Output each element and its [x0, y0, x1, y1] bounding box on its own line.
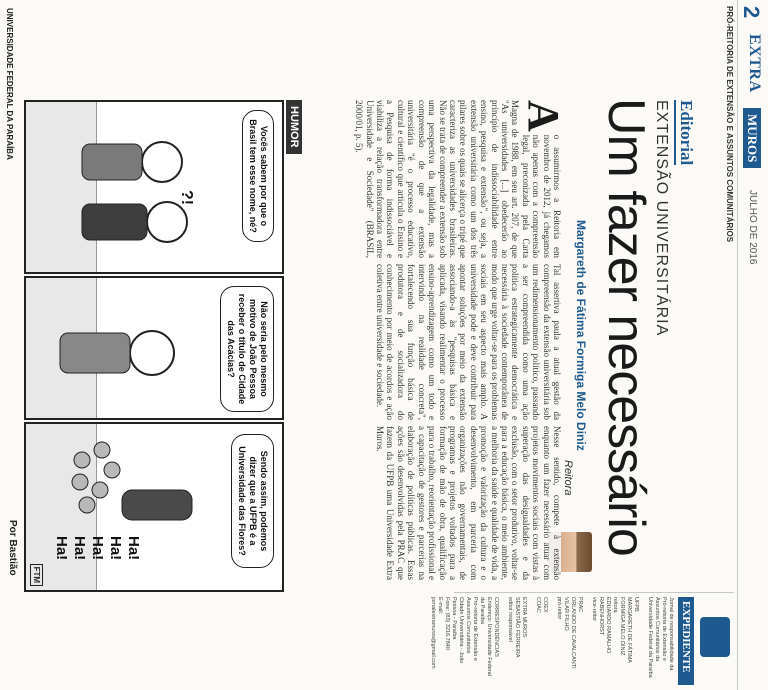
university-crest-icon — [700, 617, 730, 657]
artist-stamp: FTM — [30, 564, 43, 586]
speech-bubble-2: Não seria pelo mesmo motivo de João Pessoa receber o título de Cidade das Acácias? — [220, 286, 274, 412]
section-title: Editorial — [674, 100, 696, 165]
students-illustration — [42, 122, 212, 262]
masthead-extra: EXTRA — [746, 34, 763, 93]
headline: Um fazer necessário — [597, 98, 655, 556]
masthead-muros: MUROS — [743, 108, 761, 168]
article-column-1 — [322, 100, 568, 258]
page-footer — [0, 0, 20, 690]
kicker: EXTENSÃO UNIVERSITÁRIA — [653, 100, 670, 337]
university-name: UNIVERSIDADE FEDERAL DA PARAÍBA — [5, 8, 14, 160]
speech-bubble-3: Sendo assim, podemos dizer que a UFPB é a Universidade das Flores? — [231, 434, 274, 568]
laughter-text: Ha! Ha! Ha! Ha! Ha! — [53, 536, 142, 561]
article-column-3: Nesse sentido, compete à extensão enquanto um fazer necessário atuar com projetos movimentos sociais com vistas à superação das desigualdades e da exclusão, com o setor produtivo, voltar-se para a educação básica, o meio ambiente, a melhoria da saúde e qualidade de vida, a promoção e valorização da cultura e o desenvolvimento, em parceria com organizações não governamentais, de programas e projetos voltados para a formação de mão de obra, qualificação para o trabalho, reorientação profissional e a capacitação de gestores e parcerias na elaboração de políticas públicas. Essas ações são desenvolvidas pela PRAC que fazem da UFPB uma Universidade Extra Muros. — [375, 426, 562, 580]
prorectory-label: PRÓ-REITORIA DE EXTENSÃO E ASSUNTOS COMUNITÁRIOS — [725, 6, 734, 243]
page-header — [737, 0, 768, 690]
comic-strip — [28, 100, 284, 588]
comic-panel-3 — [24, 422, 284, 592]
author-role: Reitora — [562, 460, 574, 496]
article-column-2: Tal assertiva paula a atual gestão da compreensão da extensão universitária sob um redimensionamento político, passando a ser compreendida como uma ação política estrategicamente democrática e necessária à sociedade contemporânea de modo que urge voltar-se para os problemas sociais em seu aspecto mais amplo. A universidade pode e deve contribuir para apontar soluções por meio da extensão associando-a às "pesquisas básica e aplicada, visando realimentar o processo ensino-aprendizagem como um todo e intervindo na realidade concreta", fortalecendo sua função básica de produtora e de socializadora do conhecimento por meio de acordos e ação coletiva entre universidade e sociedade. — [375, 264, 562, 420]
flowers-illustration — [42, 430, 212, 530]
comic-section-label: HUMOR — [286, 100, 302, 154]
student-illustration — [42, 308, 192, 398]
surprise-mark: ?! — [178, 190, 195, 206]
issue-date: JULHO DE 2016 — [747, 190, 758, 265]
comic-panel-1 — [24, 100, 284, 274]
comic-panel-2 — [24, 276, 284, 420]
author-name: Margareth de Fátima Formiga Melo Diniz — [574, 220, 588, 451]
speech-bubble-1: Vocês sabem por que o Brasil tem esse nome, né? — [242, 110, 274, 242]
expediente-title: EXPEDIENTE — [678, 597, 694, 685]
page-number: 2 — [739, 6, 764, 19]
drop-cap: A — [519, 100, 568, 132]
expediente-sidebar — [430, 592, 734, 685]
comic-byline: Por Bastião — [7, 520, 18, 576]
article-text-1: o assumirmos a Reitoria em novembro de 2012, já chegamos não apenas com a compreensão legal, preconizada pela Carta Magna de 1988, em seu art. 207, de que "As universidades [...] obedecerão ao princípio de indissociabilidade entre ensino, pesquisa e extensão", ou seja, a extensão universitária como um dos três pilares sobre os quais se alicerça o tripé que caracteriza as universidades brasileiras. Não se trata de compreender a extensão sob uma perspectiva da legalidade, mas a compreensão de que a extensão universitária "é o processo educativo, cultural e científico que articula o Ensino e a Pesquisa de forma indissociável e viabiliza a relação transformadora entre Universidade e Sociedade" (BRASIL, 2000/01, p. 5). — [354, 100, 562, 258]
expediente-text: Jornal de responsabilidade da Pró-reitoria de Extensão e Assuntos Comunitários da Universidade Federal da Paraíba UFPB MARGARETH DE FÁTIMA FORMIGA MELO DINIZ reitora EDUARDO RAMALHO RABENHORST vice-reitor PRAC ORLANDO DE CAVALCANTI VILAR FILHO pró-reitor COEX COAC EXTRA MUROS SEBASTIÃO FERREIRA editor responsável CORRESPONDÊNCIAS Endereço: Universidade Federal da Paraíba Pró-reitoria de Extensão e Assuntos Comunitários Cidade Universitária - João Pessoa - Paraíba Fone: (83) 3216.7840 E-mail: jornalextramuros@gmail.com — [430, 597, 674, 678]
